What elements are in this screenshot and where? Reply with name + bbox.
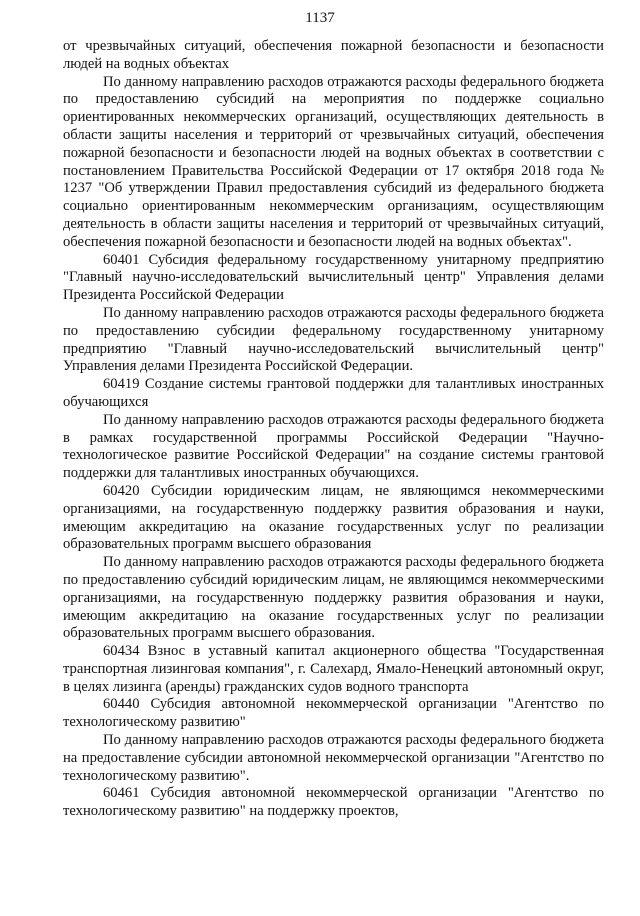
document-body xyxy=(63,38,604,821)
paragraph: 60440 Субсидия автономной некоммерческой организации "Агентство по технологическому развитию" xyxy=(63,696,604,731)
paragraph: По данному направлению расходов отражаются расходы федерального бюджета по предоставлению субсидии федеральному государственному унитарному предприятию "Главный научно-исследовательский вычислительный центр" Управления делами Президента Российской Федерации. xyxy=(63,304,604,375)
paragraph: 60419 Создание системы грантовой поддержки для талантливых иностранных обучающихся xyxy=(63,376,604,410)
paragraph: от чрезвычайных ситуаций, обеспечения пожарной безопасности и безопасности людей на водных объектах xyxy=(63,38,604,72)
page-number: 1137 xyxy=(305,10,335,26)
paragraph: По данному направлению расходов отражаются расходы федерального бюджета в рамках государственной программы Российской Федерации "Научно-технологическое развитие Российской Федерации" на создание системы грантовой поддержки для талантливых иностранных обучающихся. xyxy=(63,411,604,482)
paragraph: 60420 Субсидии юридическим лицам, не являющимся некоммерческими организациями, на государственную поддержку развития образования и науки, имеющим аккредитацию на оказание государственных услуг по реализации образовательных программ высшего образования xyxy=(63,482,604,553)
paragraph: По данному направлению расходов отражаются расходы федерального бюджета по предоставлению субсидий на мероприятия по поддержке социально ориентированных некоммерческих организаций, осуществляющих деятельность в области защиты населения и территорий от чрезвычайных ситуаций, обеспечения пожарной безопасности и безопасности людей на водных объектах в соответствии с постановлением Правительства Российской Федерации от 17 октября 2018 года № 1237 "Об утверждении Правил предоставления субсидий из федерального бюджета социально ориентированным некоммерческим организациям, осуществляющим деятельность в области защиты населения и территорий от чрезвычайных ситуаций, обеспечения пожарной безопасности и безопасности людей на водных объектах". xyxy=(63,73,604,250)
paragraph: По данному направлению расходов отражаются расходы федерального бюджета на предоставление субсидии автономной некоммерческой организации "Агентство по технологическому развитию". xyxy=(63,732,604,784)
paragraph: 60461 Субсидия автономной некоммерческой организации "Агентство по технологическому развитию" на поддержку проектов, xyxy=(63,785,604,820)
paragraph: По данному направлению расходов отражаются расходы федерального бюджета по предоставлению субсидий юридическим лицам, не являющимся некоммерческими организациями, на государственную поддержку развития образования и науки, имеющим аккредитацию на оказание государственных услуг по реализации образовательных программ высшего образования. xyxy=(63,554,604,642)
paragraph: 60401 Субсидия федеральному государственному унитарному предприятию "Главный научно-исследовательский вычислительный центр" Управления делами Президента Российской Федерации xyxy=(63,251,604,304)
paragraph: 60434 Взнос в уставный капитал акционерного общества "Государственная транспортная лизинговая компания", г. Салехард, Ямало-Ненецкий автономный округ, в целях лизинга (аренды) гражданских судов водного транспорта xyxy=(63,643,604,695)
